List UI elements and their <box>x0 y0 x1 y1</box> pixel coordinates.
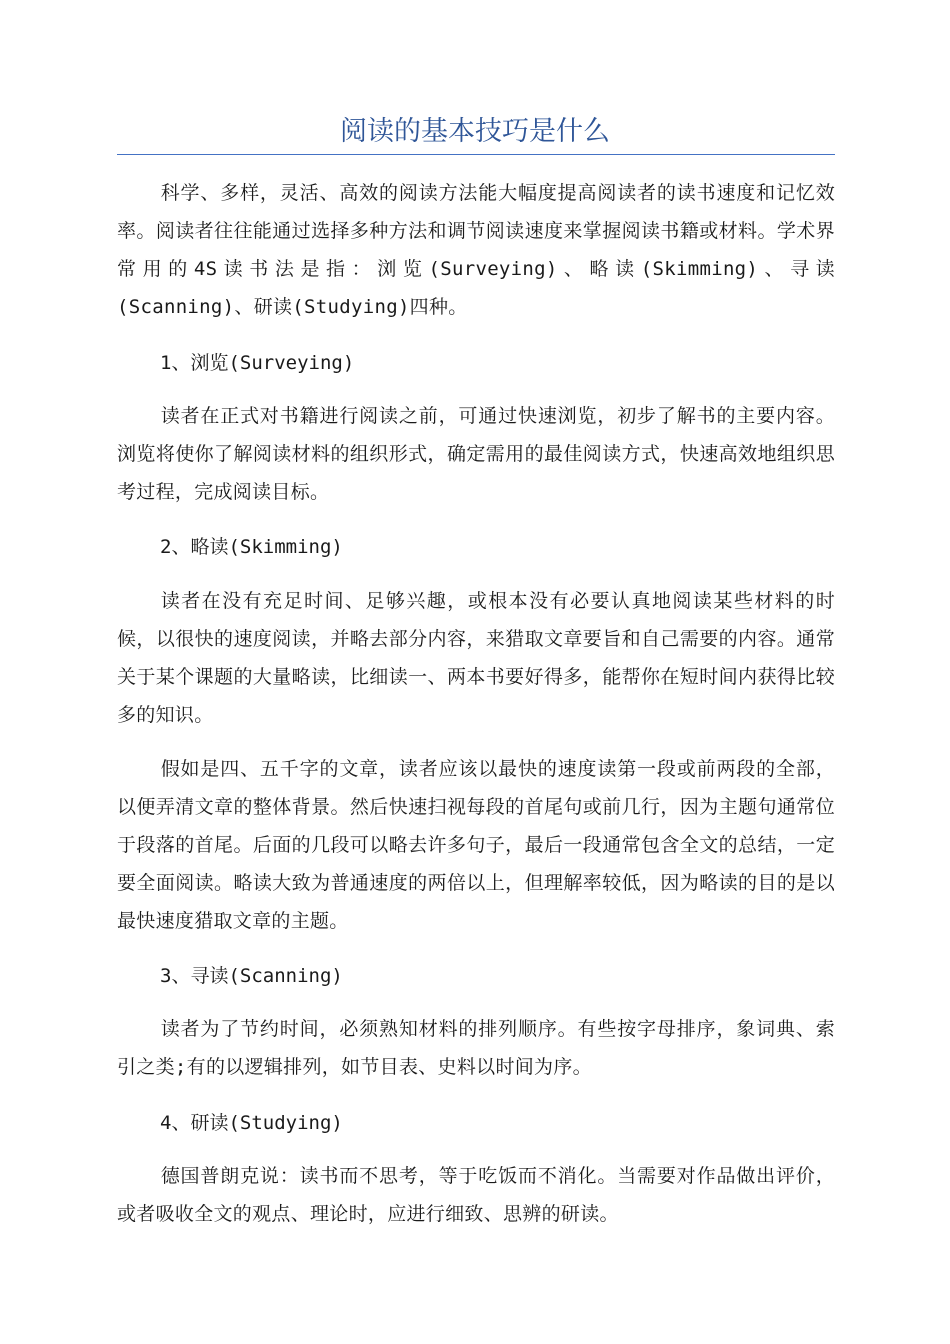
paragraph-scanning: 读者为了节约时间，必须熟知材料的排列顺序。有些按字母排序，象词典、索引之类;有的以逻辑排列，如节目表、史料以时间为序。 <box>117 1018 835 1078</box>
heading-surveying: 1、浏览(Surveying) <box>160 352 355 374</box>
title-underline <box>117 154 835 155</box>
paragraph-skimming: 读者在没有充足时间、足够兴趣，或根本没有必要认真地阅读某些材料的时候，以很快的速度阅读，并略去部分内容，来猎取文章要旨和自己需要的内容。通常关于某个课题的大量略读，比细读一、两本书要好得多，能帮你在短时间内获得比较多的知识。 <box>117 590 835 726</box>
heading-skimming: 2、略读(Skimming) <box>160 536 343 558</box>
paragraph-studying: 德国普朗克说：读书而不思考，等于吃饭而不消化。当需要对作品做出评价，或者吸收全文的观点、理论时，应进行细致、思辨的研读。 <box>117 1165 835 1225</box>
paragraph-skimming-detail: 假如是四、五千字的文章，读者应该以最快的速度读第一段或前两段的全部，以便弄清文章的整体背景。然后快速扫视每段的首尾句或前几行，因为主题句通常位于段落的首尾。后面的几段可以略去许多句子，最后一段通常包含全文的总结，一定要全面阅读。略读大致为普通速度的两倍以上，但理解率较低，因为略读的目的是以最快速度猎取文章的主题。 <box>117 758 835 932</box>
heading-scanning: 3、寻读(Scanning) <box>160 965 343 987</box>
heading-studying: 4、研读(Studying) <box>160 1112 343 1134</box>
paragraph-surveying: 读者在正式对书籍进行阅读之前，可通过快速浏览，初步了解书的主要内容。浏览将使你了解阅读材料的组织形式，确定需用的最佳阅读方式，快速高效地组织思考过程，完成阅读目标。 <box>117 405 835 503</box>
document-title: 阅读的基本技巧是什么 <box>340 116 610 147</box>
intro-paragraph: 科学、多样，灵活、高效的阅读方法能大幅度提高阅读者的读书速度和记忆效率。阅读者往往能通过选择多种方法和调节阅读速度来掌握阅读书籍或材料。学术界常用的4S读书法是指：浏览(Surveying)、略读(Skimming)、寻读(Scanning)、研读(Studying)四种。 <box>117 182 835 318</box>
